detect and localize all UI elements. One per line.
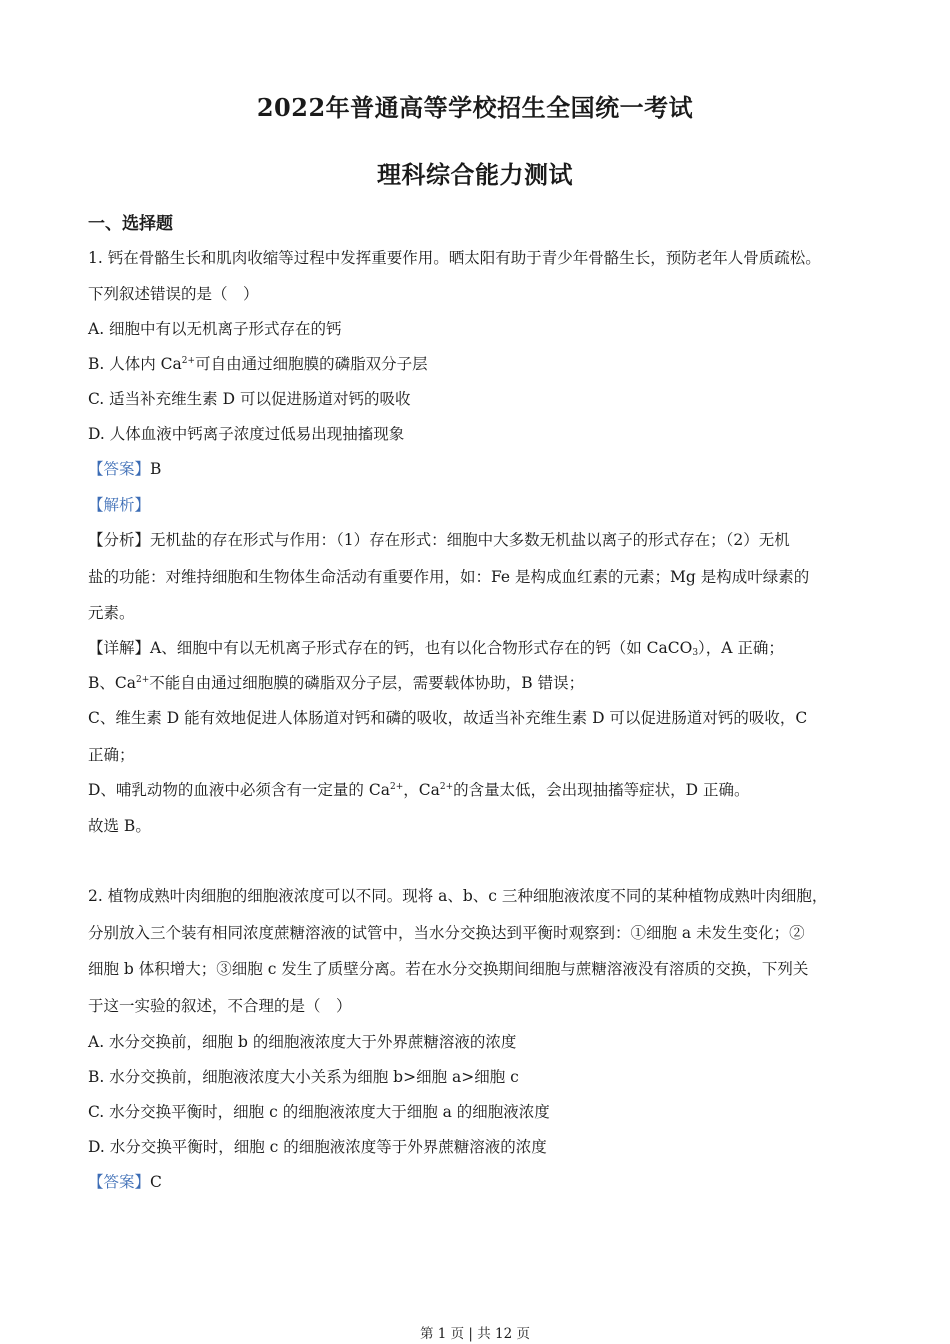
q1-fenxi-line-1 [88, 530, 790, 550]
q1-stem-line-2: 下列叙述错误的是（ ） [88, 285, 259, 303]
q1-answer-tag: 【答案】 [88, 460, 151, 478]
q1-answer [88, 459, 161, 479]
q2-stem-line-2: 分别放入三个装有相同浓度蔗糖溶液的试管中，当水分交换达到平衡时观察到：①细胞 a 未发生变化；② [88, 924, 805, 942]
section-heading: 一、选择题 [88, 214, 173, 234]
q1-answer-value: B [150, 460, 162, 478]
q1-option-b [88, 354, 428, 374]
q1-xiangjie-a [88, 638, 784, 658]
q1-xiangjie-c-line-1: C、维生素 D 能有效地促进人体肠道对钙和磷的吸收，故适当补充维生素 D 可以促进肠道对钙的吸收，C [88, 709, 808, 727]
q2-stem-line-4: 于这一实验的叙述，不合理的是（ ） [88, 997, 352, 1015]
q1-option-c: C. 适当补充维生素 D 可以促进肠道对钙的吸收 [88, 390, 411, 408]
q1-xj-d-pre: D、哺乳动物的血液中必须含有一定量的 Ca [88, 781, 390, 799]
q1-analysis-tag: 【解析】 [88, 496, 151, 514]
q2-stem-line-3: 细胞 b 体积增大；③细胞 c 发生了质壁分离。若在水分交换期间细胞与蔗糖溶液没有溶质的交换，下列关 [88, 960, 809, 978]
q1-xj-d-post: 的含量太低，会出现抽搐等症状，D 正确。 [453, 781, 750, 799]
q2-answer-tag: 【答案】 [88, 1173, 151, 1191]
q1-xj-d-sup-1: 2+ [389, 782, 404, 792]
page-title: 2022年普通高等学校招生全国统一考试 [256, 93, 694, 122]
q2-answer [88, 1172, 162, 1192]
q1-fenxi-text-1: 无机盐的存在形式与作用：（1）存在形式：细胞中大多数无机盐以离子的形式存在；（2）无机 [150, 531, 790, 549]
q2-answer-value: C [150, 1173, 162, 1191]
q1-xiangjie-b [88, 673, 584, 693]
q1-xj-a-pre: A、细胞中有以无机离子形式存在的钙，也有以化合物形式存在的钙（如 CaCO [150, 639, 693, 657]
q1-fenxi-line-2: 盐的功能：对维持细胞和生物体生命活动有重要作用，如：Fe 是构成血红素的元素；Mg 是构成叶绿素的 [88, 568, 810, 586]
q2-stem-line-1: 2. 植物成熟叶肉细胞的细胞液浓度可以不同。现将 a、b、c 三种细胞液浓度不同的某种植物成熟叶肉细胞， [88, 887, 828, 905]
q1-option-b-post: 可自由通过细胞膜的磷脂双分子层 [195, 355, 428, 373]
q1-conclusion: 故选 B。 [88, 817, 151, 835]
q1-option-b-pre: B. 人体内 Ca [88, 355, 182, 373]
q1-xj-b-sup: 2+ [136, 675, 150, 685]
q1-xiangjie-tag: 【详解】 [88, 639, 151, 657]
q1-stem-line-1: 1. 钙在骨骼生长和肌肉收缩等过程中发挥重要作用。晒太阳有助于青少年骨骼生长，预防老年人骨质疏松。 [88, 249, 821, 267]
q1-fenxi-tag: 【分析】 [88, 531, 151, 549]
q1-xj-a-post: ），A 正确； [698, 639, 784, 657]
page-footer: 第 1 页 | 共 12 页 [419, 1326, 531, 1342]
q1-xiangjie-c-line-2: 正确； [88, 746, 135, 764]
q1-option-b-sup: 2+ [181, 356, 196, 366]
q1-xj-d-mid: ，Ca [403, 781, 440, 799]
q1-xiangjie-d [88, 780, 750, 800]
q2-option-c: C. 水分交换平衡时，细胞 c 的细胞液浓度大于细胞 a 的细胞液浓度 [88, 1103, 550, 1121]
q1-xj-d-sup-2: 2+ [439, 782, 454, 792]
q1-option-a: A. 细胞中有以无机离子形式存在的钙 [88, 320, 342, 338]
q1-xj-b-pre: B、Ca [88, 674, 136, 692]
q1-xj-b-post: 不能自由通过细胞膜的磷脂双分子层，需要载体协助，B 错误； [149, 674, 585, 692]
q2-option-d: D. 水分交换平衡时，细胞 c 的细胞液浓度等于外界蔗糖溶液的浓度 [88, 1138, 547, 1156]
q2-option-b: B. 水分交换前，细胞液浓度大小关系为细胞 b>细胞 a>细胞 c [88, 1068, 519, 1086]
q2-option-a: A. 水分交换前，细胞 b 的细胞液浓度大于外界蔗糖溶液的浓度 [88, 1033, 517, 1051]
page-subtitle: 理科综合能力测试 [377, 160, 573, 189]
q1-option-d: D. 人体血液中钙离子浓度过低易出现抽搐现象 [88, 425, 405, 443]
q1-fenxi-line-3: 元素。 [88, 604, 135, 622]
q1-xj-a-sub: 3 [692, 648, 699, 658]
